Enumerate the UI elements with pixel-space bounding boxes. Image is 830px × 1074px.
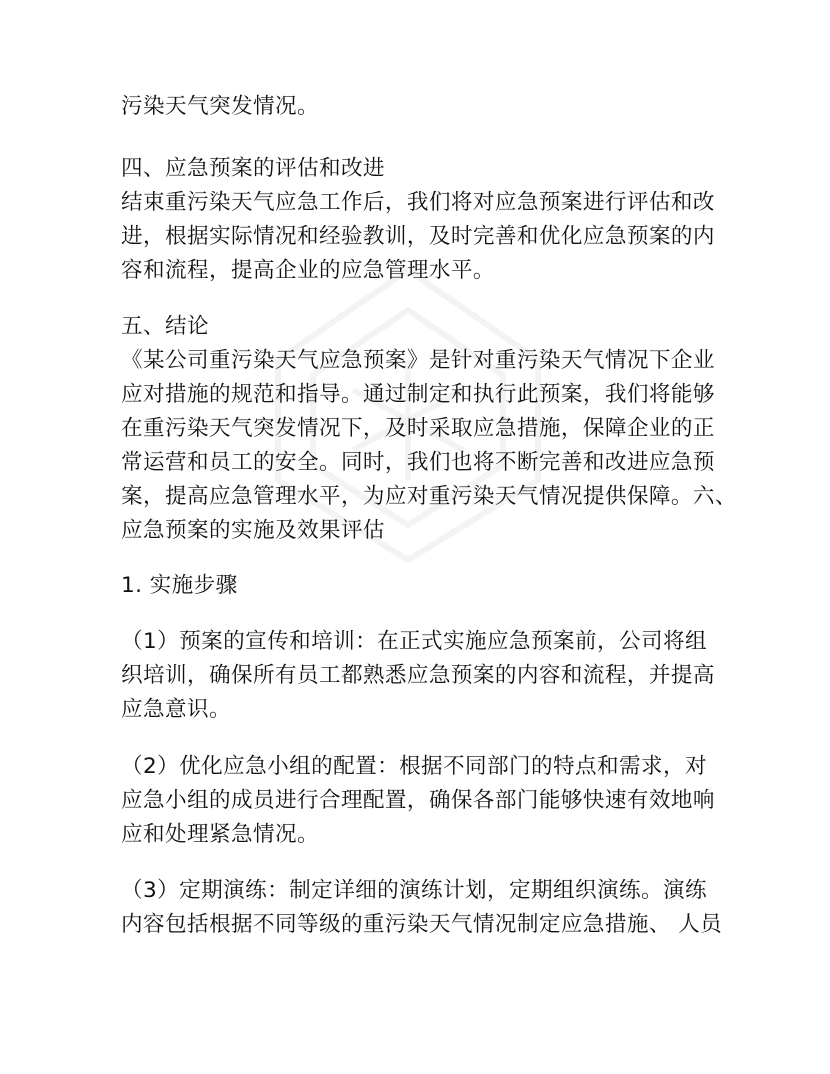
paragraph-line: 常运营和员工的安全。同时，我们也将不断完善和改进应急预 — [121, 450, 715, 475]
paragraph-line: 污染天气突发情况。 — [121, 94, 319, 119]
paragraph-line: 内容包括根据不同等级的重污染天气情况制定应急措施、 人员 — [121, 912, 723, 937]
section-heading: 应急预案的实施及效果评估 — [121, 518, 385, 543]
section-heading: 五、结论 — [121, 314, 209, 339]
paragraph-line: 进，根据实际情况和经验教训，及时完善和优化应急预案的内 — [121, 224, 715, 249]
paragraph-line: 容和流程，提高企业的应急管理水平。 — [121, 258, 495, 283]
paragraph-line: （1）预案的宣传和培训：在正式实施应急预案前，公司将组 — [121, 629, 707, 654]
paragraph-line: 应对措施的规范和指导。通过制定和执行此预案，我们将能够 — [121, 382, 715, 407]
paragraph-line: 应和处理紧急情况。 — [121, 822, 319, 847]
paragraph-line: （2）优化应急小组的配置：根据不同部门的特点和需求，对 — [121, 754, 707, 779]
paragraph-line: 应急意识。 — [121, 697, 231, 722]
paragraph-line: 《某公司重污染天气应急预案》是针对重污染天气情况下企业 — [121, 348, 715, 373]
paragraph-line: 案，提高应急管理水平，为应对重污染天气情况提供保障。六、 — [121, 484, 737, 509]
paragraph-line: （3）定期演练：制定详细的演练计划，定期组织演练。演练 — [121, 878, 707, 903]
paragraph-line: 织培训，确保所有员工都熟悉应急预案的内容和流程，并提高 — [121, 663, 715, 688]
paragraph-line: 应急小组的成员进行合理配置，确保各部门能够快速有效地响 — [121, 788, 715, 813]
section-heading: 1. 实施步骤 — [121, 573, 238, 598]
section-heading: 四、应急预案的评估和改进 — [121, 156, 385, 181]
paragraph-line: 结束重污染天气应急工作后，我们将对应急预案进行评估和改 — [121, 190, 715, 215]
paragraph-line: 在重污染天气突发情况下，及时采取应急措施，保障企业的正 — [121, 416, 715, 441]
